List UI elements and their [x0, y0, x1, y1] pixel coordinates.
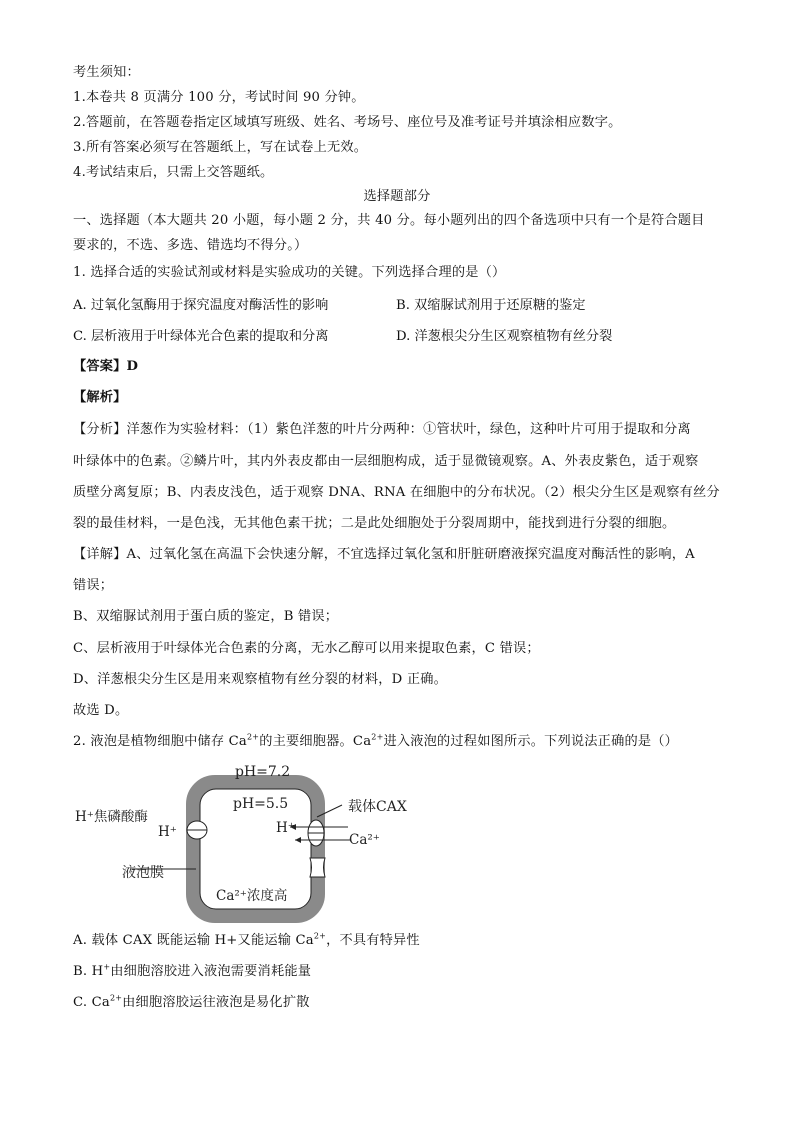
- notice-item-2: 2.答题前，在答题卷指定区域填写班级、姓名、考场号、座位号及准考证号并填涂相应数字。: [73, 115, 622, 130]
- q1-option-a: A. 过氧化氢酶用于探究温度对酶活性的影响: [73, 298, 329, 313]
- notice-item-1: 1.本卷共 8 页满分 100 分，考试时间 90 分钟。: [73, 90, 365, 105]
- section-intro-line-1: 一、选择题（本大题共 20 小题，每小题 2 分，共 40 分。每小题列出的四个备选项中只有一个是符合题目: [73, 213, 705, 228]
- q1-option-c: C. 层析液用于叶绿体光合色素的提取和分离: [73, 329, 329, 344]
- q2-option-c: C. $Ca^{2+}$由细胞溶胶运往液泡是易化扩散: [73, 993, 310, 1010]
- vacuole-diagram: [70, 755, 430, 925]
- q1-option-d: D. 洋葱根尖分生区观察植物有丝分裂: [396, 329, 613, 344]
- channel-protein: [310, 858, 325, 877]
- h-left-label: H⁺: [158, 824, 177, 840]
- q1-stem: 1. 选择合适的实验试剂或材料是实验成功的关键。下列选择合理的是（）: [73, 265, 506, 280]
- ph-inside-label: pH=5.5: [233, 796, 289, 812]
- section-title: 选择题部分: [363, 189, 431, 204]
- carrier-label: 载体CAX: [348, 799, 407, 815]
- membrane-label: 液泡膜: [122, 865, 164, 881]
- q1-detail-line-3: B、双缩脲试剂用于蛋白质的鉴定，B 错误；: [73, 609, 339, 624]
- ca-right-label: Ca²⁺: [349, 832, 380, 848]
- ph-outside-label: pH=7.2: [235, 764, 291, 780]
- q1-analysis-line-3: 质壁分离复原；B、内表皮浅色，适于观察 DNA、RNA 在细胞中的分布状况。（2）根尖分生区是观察有丝分: [73, 485, 720, 500]
- section-intro-line-2: 要求的，不选、多选、错选均不得分。）: [73, 238, 308, 253]
- notice-title: 考生须知：: [73, 65, 140, 80]
- q1-analysis-line-4: 裂的最佳材料，一是色浅，无其他色素干扰；二是此处细胞处于分裂周期中，能找到进行分裂的细胞。: [73, 516, 676, 531]
- q2-stem: 2. 液泡是植物细胞中储存 $Ca^{2+}$的主要细胞器。$Ca^{2+}$进入液泡的过程如图所示。下列说法正确的是（）: [73, 732, 679, 749]
- q2-option-a: A. 载体 CAX 既能运输 H+又能运输 $Ca^{2+}$，不具有特异性: [73, 931, 420, 948]
- pump-label: H⁺焦磷酸酶: [75, 809, 148, 825]
- q1-analysis-line-2: 叶绿体中的色素。②鳞片叶，其内外表皮都由一层细胞构成，适于显微镜观察。A、外表皮紫色，适于观察: [73, 454, 699, 469]
- q1-option-b: B. 双缩脲试剂用于还原糖的鉴定: [396, 298, 586, 313]
- notice-item-3: 3.所有答案必须写在答题纸上，写在试卷上无效。: [73, 140, 368, 155]
- q2-option-b: B. H+由细胞溶胶进入液泡需要消耗能量: [73, 962, 312, 979]
- q1-detail-line-1: 【详解】A、过氧化氢在高温下会快速分解，不宜选择过氧化氢和肝脏研磨液探究温度对酶活性的影响，A: [73, 547, 695, 562]
- q1-detail-line-2: 错误；: [73, 578, 114, 593]
- q1-analysis-label: 【解析】: [73, 390, 127, 405]
- q1-detail-line-5: D、洋葱根尖分生区是用来观察植物有丝分裂的材料，D 正确。: [73, 672, 448, 687]
- q1-detail-line-6: 故选 D。: [73, 703, 129, 718]
- q1-analysis-line-1: 【分析】洋葱作为实验材料：（1）紫色洋葱的叶片分两种：①管状叶，绿色，这种叶片可用于提取和分离: [73, 422, 691, 437]
- ca-concentration-label: Ca²⁺浓度高: [216, 888, 288, 904]
- notice-item-4: 4.考试结束后，只需上交答题纸。: [73, 165, 274, 180]
- q1-detail-line-4: C、层析液用于叶绿体光合色素的分离，无水乙醇可以用来提取色素，C 错误；: [73, 641, 540, 656]
- h-right-label: H⁺: [276, 820, 295, 836]
- q1-answer: 【答案】D: [73, 359, 139, 374]
